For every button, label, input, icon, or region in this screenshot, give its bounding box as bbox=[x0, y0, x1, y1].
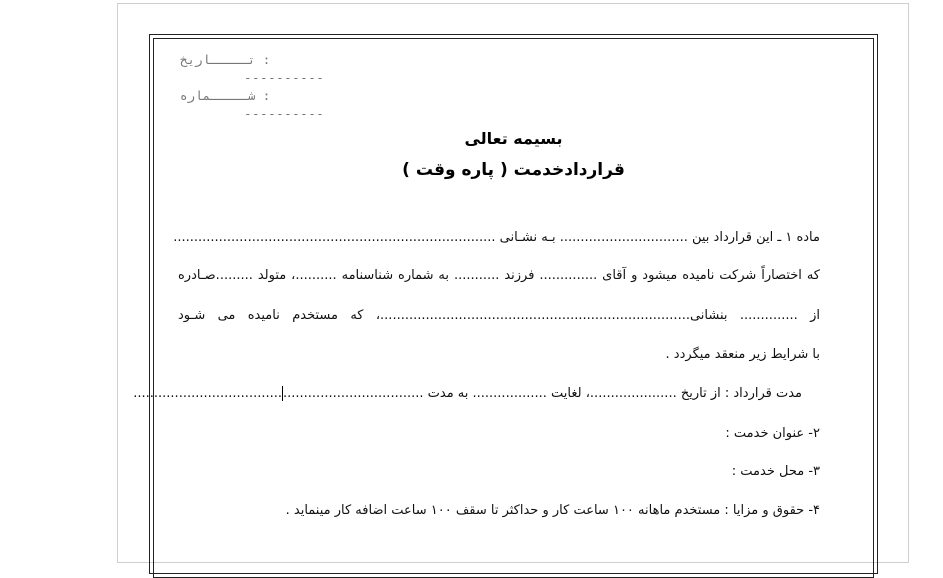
contract-duration-line bbox=[133, 386, 802, 401]
date-label: تـــــاریخ : bbox=[180, 52, 271, 67]
contract-duration-text: مدت قرارداد : از تاریخ .....................، لغایت .................. به مدت .................................. bbox=[283, 386, 802, 401]
address-line: از .............. بنشانی...........................................................................، که مستخدم نامیده می شـود bbox=[178, 308, 820, 323]
contract-duration-tail: .................................... bbox=[133, 386, 282, 401]
number-label: شـــــماره : bbox=[180, 88, 271, 103]
salary-line: ۴- حقوق و مزایا : مستخدم ماهانه ۱۰۰ ساعت کار و حداکثر تا سقف ۱۰۰ ساعت اضافه کار مینماید . bbox=[285, 503, 820, 518]
article-1-line: ماده ۱ ـ این قرارداد بین ............................... بـه نشـانی .............................................................................. bbox=[173, 230, 820, 245]
document-title: قراردادخدمت ( پاره وقت ) bbox=[402, 160, 625, 180]
date-value: ---------- bbox=[244, 70, 325, 85]
service-location-line: ۳- محل خدمت : bbox=[731, 464, 820, 479]
service-title-line: ۲- عنوان خدمت : bbox=[725, 426, 820, 441]
conditions-line: با شرایط زیر منعقد میگردد . bbox=[665, 347, 820, 362]
number-value: ---------- bbox=[244, 106, 325, 121]
parties-line: که اختصاراً شرکت نامیده میشود و آقای .............. فرزند ........... به شماره شناسنامه ..........، متولد .........صـادره bbox=[178, 268, 820, 283]
document-heading: بسیمه تعالی bbox=[464, 129, 563, 148]
